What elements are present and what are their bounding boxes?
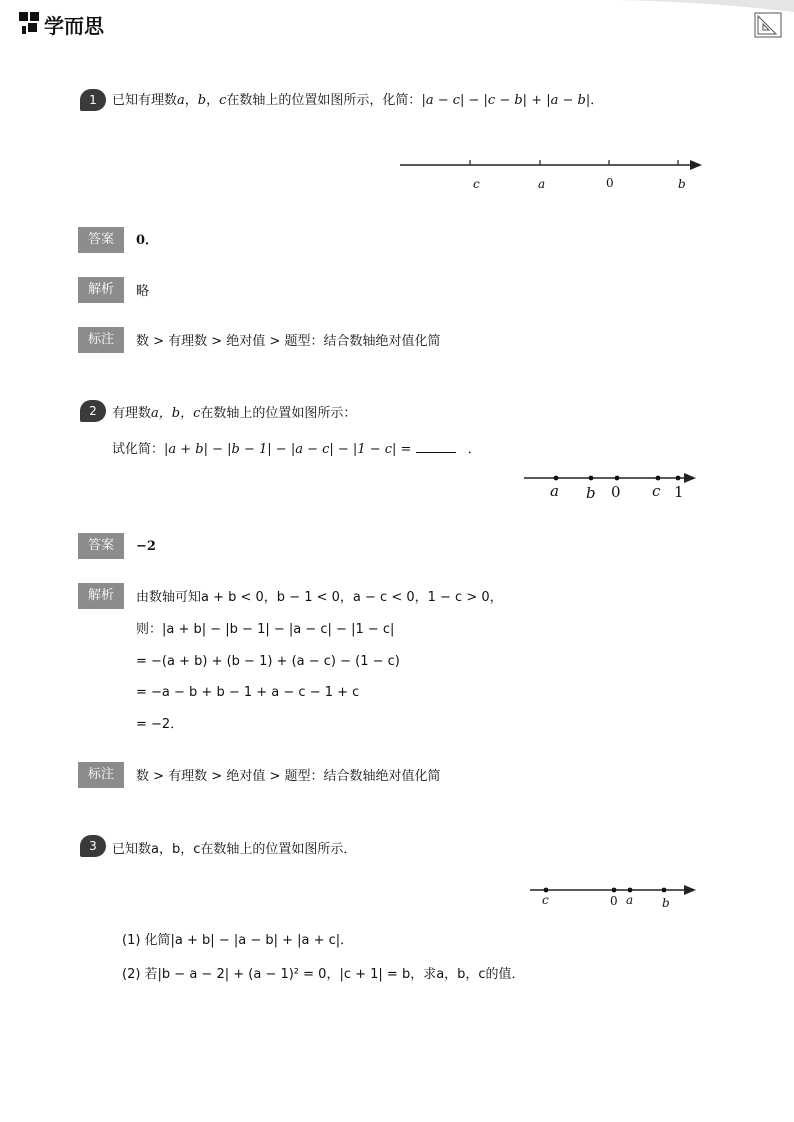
q2-axis-label-a: a — [550, 482, 559, 500]
q2-answer-tag: 答案 — [78, 533, 124, 559]
q1-note-tag: 标注 — [78, 327, 124, 353]
q3-subquestion-1: (1) 化简|a + b| − |a − b| + |a + c|． — [122, 933, 354, 948]
q1-axis-label-b: b — [678, 177, 686, 191]
q1-axis-label-0: 0 — [606, 176, 614, 190]
q2-point-1 — [676, 476, 681, 481]
q2-axis-label-c: c — [652, 482, 661, 500]
q2-note-tag: 标注 — [78, 762, 124, 788]
q1-var-a: a — [177, 93, 185, 108]
q2-analysis-line-4: = −a − b + b − 1 + a − c − 1 + c — [136, 685, 360, 700]
q1-axis-label-c: c — [473, 177, 480, 191]
q1-comma-1: ， — [184, 93, 198, 108]
q2-line-2 — [112, 440, 481, 459]
q3-point-b — [662, 888, 667, 893]
q2-analysis-line-1: 由数轴可知a + b < 0，b − 1 < 0，a − c < 0，1 − c > 0， — [136, 590, 503, 605]
q3-point-c — [544, 888, 549, 893]
q2-line2-expr: |a + b| − |b − 1| − |a − c| − |1 − c| = — [164, 442, 412, 457]
q3-axis-label-b: b — [662, 896, 670, 910]
q2-point-c — [656, 476, 661, 481]
brand-name: 学而思 — [44, 14, 104, 38]
corner-ruler-icon — [754, 12, 782, 38]
q1-analysis-tag: 解析 — [78, 277, 124, 303]
q1-text-mid: 在数轴上的位置如图所示，化简： — [226, 93, 422, 108]
q2-analysis-line-5: = −2． — [136, 717, 184, 732]
q3-stem: 已知数a，b，c在数轴上的位置如图所示． — [112, 842, 357, 857]
q2-axis-label-1: 1 — [674, 483, 684, 501]
q1-var-c: c — [219, 93, 227, 108]
q1-expression: |a − c| − |c − b| + |a − b| — [421, 93, 591, 108]
brand-logo-icon — [18, 10, 44, 36]
q2-line1-pre: 有理数 — [112, 406, 152, 421]
q3-axis-label-a: a — [626, 893, 634, 907]
q2-line1-post: 在数轴上的位置如图所示： — [200, 406, 357, 421]
q2-line2-pre: 试化简： — [112, 442, 165, 457]
q1-axis-label-a: a — [538, 177, 546, 191]
q1-var-b: b — [197, 93, 207, 108]
q2-answer-value: −2 — [136, 539, 156, 554]
q1-comma-2: ， — [206, 93, 220, 108]
q2-line-1 — [112, 405, 356, 423]
q1-number-line — [398, 155, 708, 175]
q2-axis-label-b: b — [586, 484, 596, 502]
q2-point-b — [589, 476, 594, 481]
q3-axis-label-0: 0 — [610, 894, 618, 908]
q1-end: ． — [590, 93, 604, 108]
question-number-3: 3 — [80, 835, 106, 857]
q2-point-0 — [615, 476, 620, 481]
question-number-1: 1 — [80, 89, 106, 111]
q2-analysis-tag: 解析 — [78, 583, 124, 609]
q3-point-a — [628, 888, 633, 893]
q1-text-pre: 已知有理数 — [112, 93, 178, 108]
q2-point-a — [554, 476, 559, 481]
question-number-2: 2 — [80, 400, 106, 422]
q2-answer-blank — [416, 440, 456, 453]
header-bar — [0, 0, 794, 48]
q2-axis-label-0: 0 — [611, 483, 621, 501]
q1-answer-tag: 答案 — [78, 227, 124, 253]
q2-analysis-line-2: 则：|a + b| − |b − 1| − |a − c| − |1 − c| — [136, 622, 395, 637]
q1-stem — [112, 92, 603, 110]
q2-line1-vars: a，b，c — [151, 406, 201, 421]
q1-analysis-text: 略 — [136, 284, 150, 299]
q1-answer-value: 0． — [136, 233, 159, 248]
q1-note-text: 数 > 有理数 > 绝对值 > 题型：结合数轴绝对值化简 — [136, 334, 441, 349]
q3-axis-label-c: c — [542, 893, 549, 907]
header-curve — [620, 0, 794, 14]
q3-subquestion-2: (2) 若|b − a − 2| + (a − 1)² = 0，|c + 1| = b，求a，b，c的值． — [122, 967, 525, 982]
q2-line2-end: ． — [467, 442, 481, 457]
q3-point-0 — [612, 888, 617, 893]
q2-note-text: 数 > 有理数 > 绝对值 > 题型：结合数轴绝对值化简 — [136, 769, 441, 784]
q2-analysis-line-3: = −(a + b) + (b − 1) + (a − c) − (1 − c) — [136, 654, 400, 669]
